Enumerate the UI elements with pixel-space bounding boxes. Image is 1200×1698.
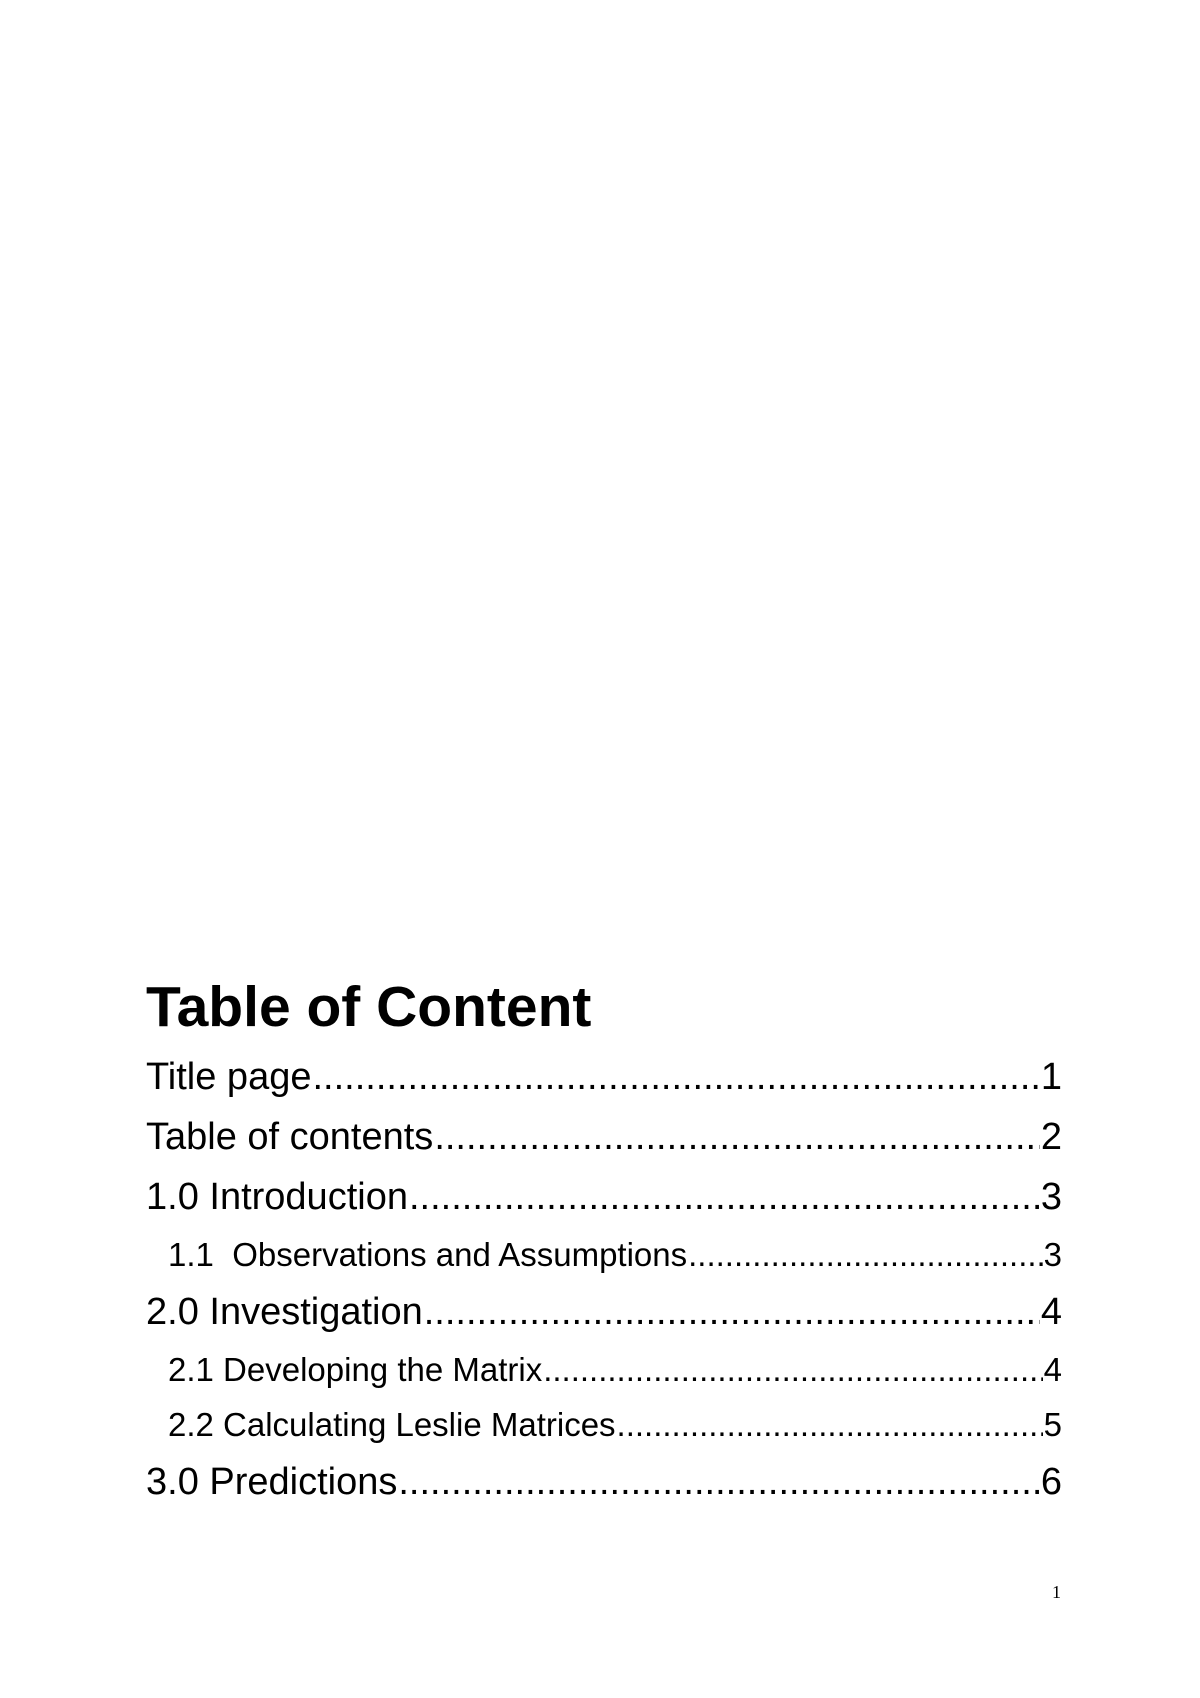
toc-entry-title-page[interactable] [146,1047,1062,1107]
toc-entry-page: 3 [1040,1176,1062,1218]
toc-entry-label: Title page [146,1056,312,1098]
toc-dot-leader [398,1452,1039,1512]
toc-entry-investigation[interactable] [146,1282,1062,1342]
toc-dot-leader [617,1397,1043,1452]
toc-entry-page: 6 [1040,1461,1062,1503]
toc-entry-page: 2 [1040,1116,1062,1158]
toc-entry-page: 3 [1043,1236,1062,1273]
toc-entry-label: 1.0 Introduction [146,1176,408,1218]
toc-entry-label: Table of contents [146,1116,434,1158]
toc-entry-introduction[interactable] [146,1167,1062,1227]
toc-entry-table-of-contents[interactable] [146,1107,1062,1167]
toc-entry-label: 2.0 Investigation [146,1291,423,1333]
toc-dot-leader [424,1282,1040,1342]
toc-dot-leader [434,1107,1040,1167]
toc-entry-page: 1 [1040,1056,1062,1098]
toc-entry-label: 2.1 Developing the Matrix [168,1351,543,1388]
toc-entry-label: 1.1 Observations and Assumptions [168,1236,688,1273]
toc-dot-leader [409,1167,1040,1227]
toc-entry-page: 4 [1043,1351,1062,1388]
toc-entry-developing-the-matrix[interactable] [146,1342,1062,1397]
toc-dot-leader [543,1342,1042,1397]
toc-entry-page: 4 [1040,1291,1062,1333]
toc-entry-label: 2.2 Calculating Leslie Matrices [168,1406,616,1443]
toc-entry-calculating-leslie-matrices[interactable] [146,1397,1062,1452]
table-of-contents [146,975,1062,1512]
toc-entry-label: 3.0 Predictions [146,1461,398,1503]
page-number: 1 [1052,1582,1061,1602]
toc-entry-predictions[interactable] [146,1452,1062,1512]
toc-entry-page: 5 [1043,1406,1062,1443]
toc-heading: Table of Content [146,975,592,1039]
toc-entry-observations-and-assumptions[interactable] [146,1227,1062,1282]
toc-dot-leader [688,1227,1043,1282]
toc-dot-leader [312,1047,1039,1107]
